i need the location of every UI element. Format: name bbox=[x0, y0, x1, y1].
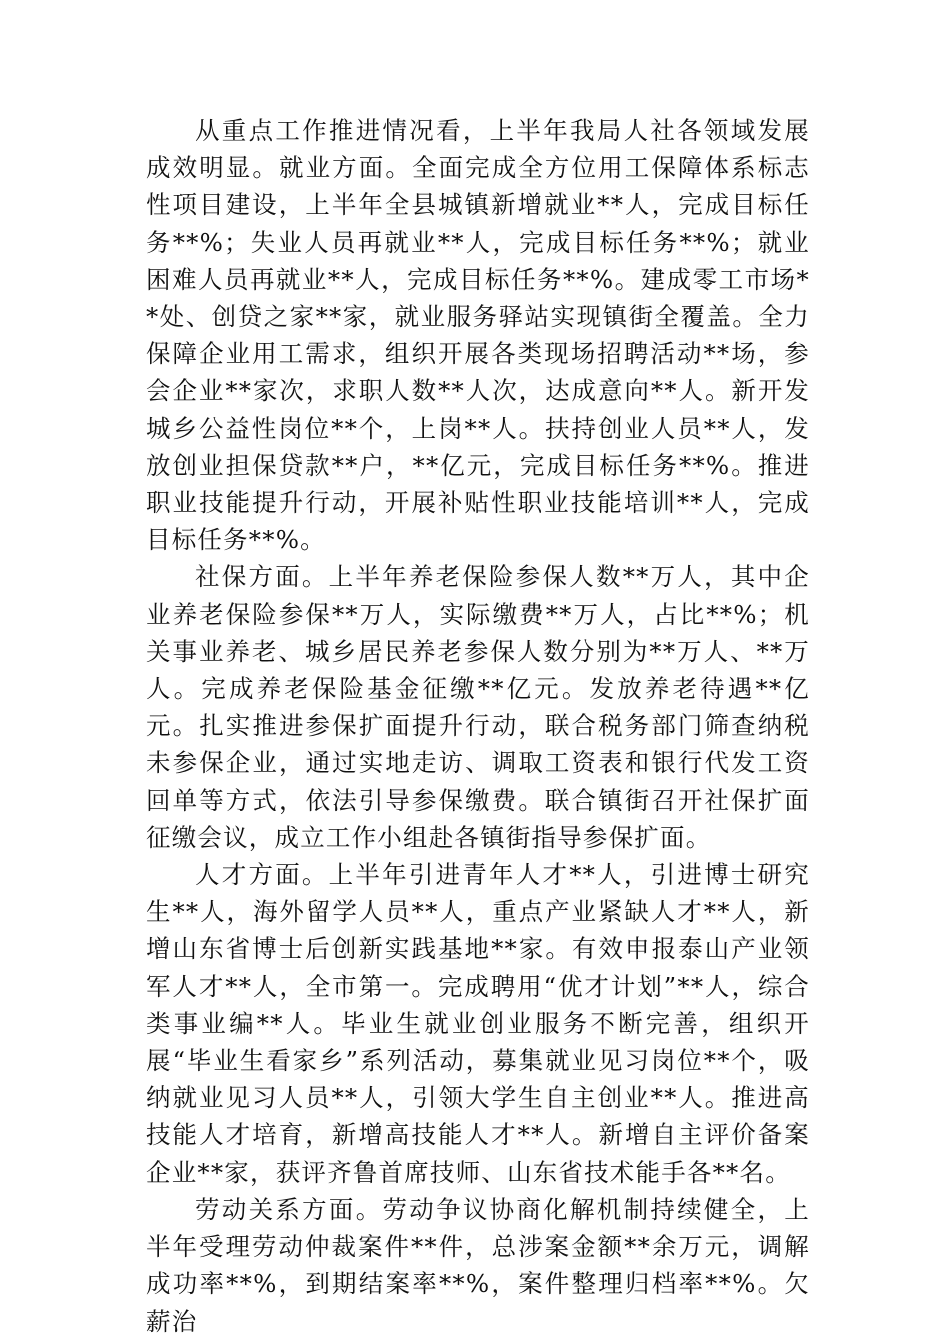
paragraph-talent: 人才方面。上半年引进青年人才**人，引进博士研究生**人，海外留学人员**人，重点产业紧缺人才**人，新增山东省博士后创新实践基地**家。有效申报泰山产业领军人才**人，全市第一。完成聘用“优才计划”**人，综合类事业编**人。毕业生就业创业服务不断完善，组织开展“毕业生看家乡”系列活动，募集就业见习岗位**个，吸纳就业见习人员**人，引领大学生自主创业**人。推进高技能人才培育，新增高技能人才**人。新增自主评价备案企业**家，获评齐鲁首席技师、山东省技术能手各**名。 bbox=[146, 860, 810, 1187]
document-body bbox=[146, 112, 810, 1340]
paragraph-social-security: 社保方面。上半年养老保险参保人数**万人，其中企业养老保险参保**万人，实际缴费**万人，占比**%；机关事业养老、城乡居民养老参保人数分别为**万人、**万人。完成养老保险基金征缴**亿元。发放养老待遇**亿元。扎实推进参保扩面提升行动，联合税务部门筛查纳税未参保企业，通过实地走访、调取工资表和银行代发工资回单等方式，依法引导参保缴费。联合镇街召开社保扩面征缴会议，成立工作小组赴各镇街指导参保扩面。 bbox=[146, 562, 810, 852]
paragraph-employment: 从重点工作推进情况看，上半年我局人社各领域发展成效明显。就业方面。全面完成全方位用工保障体系标志性项目建设，上半年全县城镇新增就业**人，完成目标任务**%；失业人员再就业**人，完成目标任务**%；就业困难人员再就业**人，完成目标任务**%。建成零工市场**处、创贷之家**家，就业服务驿站实现镇街全覆盖。全力保障企业用工需求，组织开展各类现场招聘活动**场，参会企业**家次，求职人数**人次，达成意向**人。新开发城乡公益性岗位**个，上岗**人。扶持创业人员**人，发放创业担保贷款**户，**亿元，完成目标任务**%。推进职业技能提升行动，开展补贴性职业技能培训**人，完成目标任务**%。 bbox=[146, 116, 810, 555]
paragraph-labor-relations: 劳动关系方面。劳动争议协商化解机制持续健全，上半年受理劳动仲裁案件**件，总涉案金额**余万元，调解成功率**%，到期结案率**%，案件整理归档率**%。欠薪治 bbox=[146, 1194, 810, 1336]
